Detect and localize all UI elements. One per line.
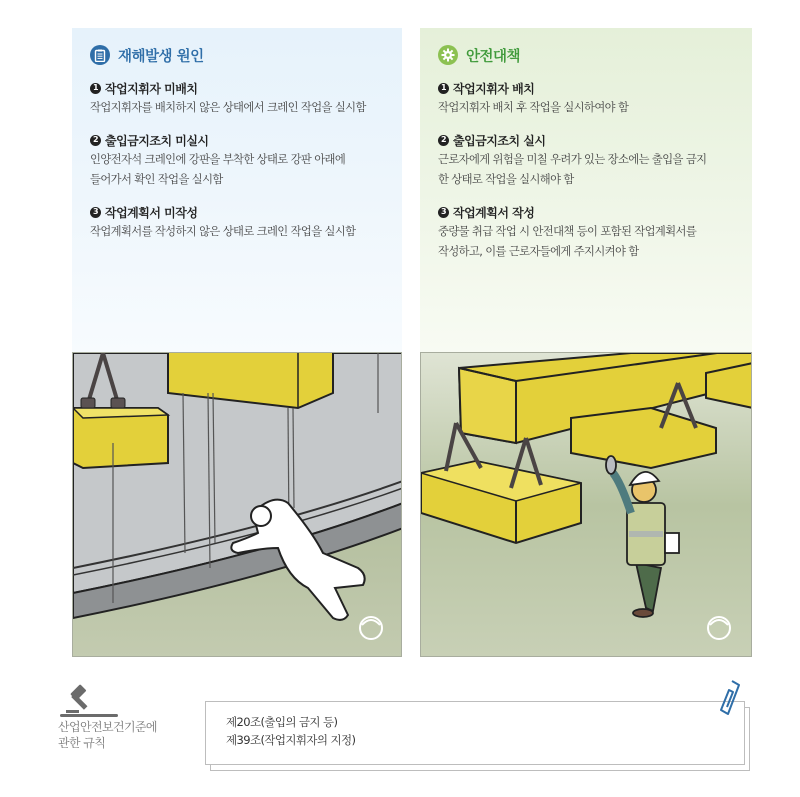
measure-text: 한 상태로 작업을 실시해야 함 [438,173,574,186]
number-badge: 2 [90,135,101,146]
measure-text: 작성하고, 이를 근로자들에게 주지시켜야 함 [438,245,639,258]
measure-item [438,132,734,190]
number-badge: 1 [90,83,101,94]
gavel-icon [60,683,120,718]
article-line: 제39조(작업지휘자의 지정) [226,733,356,747]
measure-item [438,204,734,262]
cause-text: 들어가서 확인 작업을 실시함 [90,173,223,186]
measure-heading: 작업지휘자 배치 [453,81,535,96]
article-line: 제20조(출입의 금지 등) [226,715,338,729]
cause-heading: 작업계획서 미작성 [105,205,198,220]
measure-heading: 작업계획서 작성 [453,205,535,220]
measures-panel [420,28,752,352]
measures-title: 안전대책 [466,48,521,65]
gear-icon [438,45,458,65]
number-badge: 3 [438,207,449,218]
number-badge: 2 [438,135,449,146]
cause-item [90,132,384,190]
measures-header [438,44,734,66]
cause-text: 작업계획서를 작성하지 않은 상태로 크레인 작업을 실시함 [90,225,356,238]
number-badge: 3 [90,207,101,218]
regulation-label [58,719,157,751]
causes-header [90,44,384,66]
measure-text: 중량물 취급 작업 시 안전대책 등이 포함된 작업계획서를 [438,225,697,238]
causes-title: 재해발생 원인 [118,48,204,65]
cause-item [90,204,384,242]
measure-heading: 출입금지조치 실시 [453,133,546,148]
safety-illustration [420,352,752,657]
cause-item [90,80,384,118]
measure-text: 작업지휘자 배치 후 작업을 실시하여야 함 [438,101,629,114]
measure-item [438,80,734,118]
regulation-note [205,701,745,765]
cause-text: 인양전자석 크레인에 강판을 부착한 상태로 강판 아래에 [90,153,346,166]
number-badge: 1 [438,83,449,94]
regulation-label-line: 관한 규칙 [58,736,106,750]
cause-text: 작업지휘자를 배치하지 않은 상태에서 크레인 작업을 실시함 [90,101,366,114]
paperclip-icon [718,678,742,718]
causes-panel [72,28,402,352]
accident-illustration [72,352,402,657]
cause-heading: 작업지휘자 미배치 [105,81,198,96]
measure-text: 근로자에게 위험을 미칠 우려가 있는 장소에는 출입을 금지 [438,153,707,166]
clipboard-icon [90,45,110,65]
cause-heading: 출입금지조치 미실시 [105,133,209,148]
regulation-label-line: 산업안전보건기준에 [58,720,157,734]
